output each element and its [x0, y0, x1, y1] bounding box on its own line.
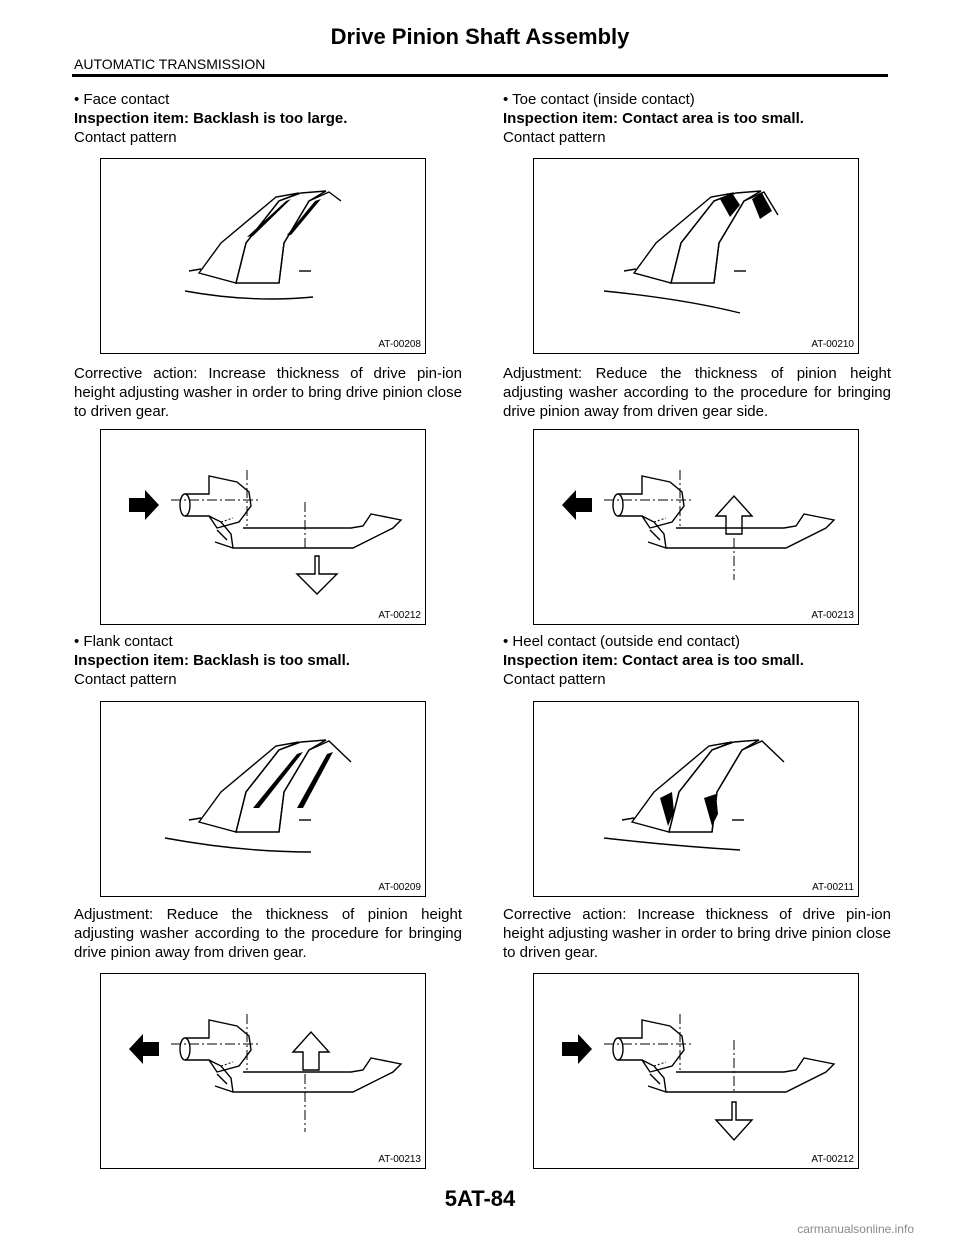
corrective-action-face: Corrective action: Increase thickness of drive pin-ion height adjusting washer in order to bring drive pinion close to driven gear.: [74, 365, 462, 420]
pinion-adjust-away-icon: [101, 974, 427, 1170]
figure-code: AT-00209: [378, 882, 421, 893]
toe-action-text: [503, 364, 891, 421]
heel-contact-text: [503, 632, 891, 689]
inspection-toe-contact: Inspection item: Contact area is too small.: [503, 110, 804, 127]
figure-pinion-toward: [100, 429, 426, 625]
contact-pattern-label: Contact pattern: [74, 671, 177, 688]
gear-tooth-toe-icon: [534, 159, 860, 355]
gear-tooth-face-icon: [101, 159, 427, 355]
figure-code: AT-00213: [378, 1154, 421, 1165]
page-title: Drive Pinion Shaft Assembly: [330, 24, 630, 49]
contact-pattern-label: Contact pattern: [503, 671, 606, 688]
figure-pinion-toward: [533, 973, 859, 1169]
heel-action-text: [503, 905, 891, 962]
adjustment-flank: Adjustment: Reduce the thickness of pinion height adjusting washer according to the procedure for bringing drive pinion away from driven gear.: [74, 906, 462, 961]
section-label: AUTOMATIC TRANSMISSION: [74, 56, 266, 72]
bullet-flank-contact: • Flank contact: [74, 633, 173, 650]
page-number: 5AT-84: [444, 1186, 516, 1211]
bullet-toe-contact: • Toe contact (inside contact): [503, 91, 695, 108]
figure-code: AT-00212: [811, 1154, 854, 1165]
inspection-flank-contact: Inspection item: Backlash is too small.: [74, 652, 350, 669]
figure-pinion-away: [100, 973, 426, 1169]
pinion-adjust-toward-icon: [534, 974, 860, 1170]
figure-code: AT-00210: [811, 339, 854, 350]
figure-pinion-away: [533, 429, 859, 625]
arrow-right-icon: [562, 1034, 592, 1064]
face-action-text: [74, 364, 462, 421]
figure-code: AT-00213: [811, 610, 854, 621]
inspection-heel-contact: Inspection item: Contact area is too small.: [503, 652, 804, 669]
figure-flank-contact: [100, 701, 426, 897]
figure-toe-contact: [533, 158, 859, 354]
flank-contact-text: [74, 632, 462, 689]
watermark: carmanualsonline.info: [797, 1222, 914, 1236]
inspection-face-contact: Inspection item: Backlash is too large.: [74, 110, 348, 127]
arrow-left-icon: [562, 490, 592, 520]
pinion-adjust-away-icon: [534, 430, 860, 626]
flank-action-text: [74, 905, 462, 962]
figure-heel-contact: [533, 701, 859, 897]
gear-tooth-flank-icon: [101, 702, 427, 898]
arrow-right-icon: [129, 490, 159, 520]
figure-face-contact: [100, 158, 426, 354]
adjustment-toe: Adjustment: Reduce the thickness of pinion height adjusting washer according to the procedure for bringing drive pinion away from driven gear side.: [503, 365, 891, 420]
gear-tooth-heel-icon: [534, 702, 860, 898]
header-rule: [72, 74, 888, 77]
figure-code: AT-00211: [812, 882, 854, 893]
toe-contact-text: [503, 90, 891, 147]
arrow-left-icon: [129, 1034, 159, 1064]
bullet-face-contact: • Face contact: [74, 91, 170, 108]
contact-pattern-label: Contact pattern: [74, 129, 177, 146]
contact-pattern-label: Contact pattern: [503, 129, 606, 146]
figure-code: AT-00212: [378, 610, 421, 621]
pinion-adjust-toward-icon: [101, 430, 427, 626]
bullet-heel-contact: • Heel contact (outside end contact): [503, 633, 741, 650]
corrective-action-heel: Corrective action: Increase thickness of drive pin-ion height adjusting washer in order to bring drive pinion close to driven gear.: [503, 906, 891, 961]
figure-code: AT-00208: [378, 339, 421, 350]
face-contact-text: [74, 90, 462, 147]
